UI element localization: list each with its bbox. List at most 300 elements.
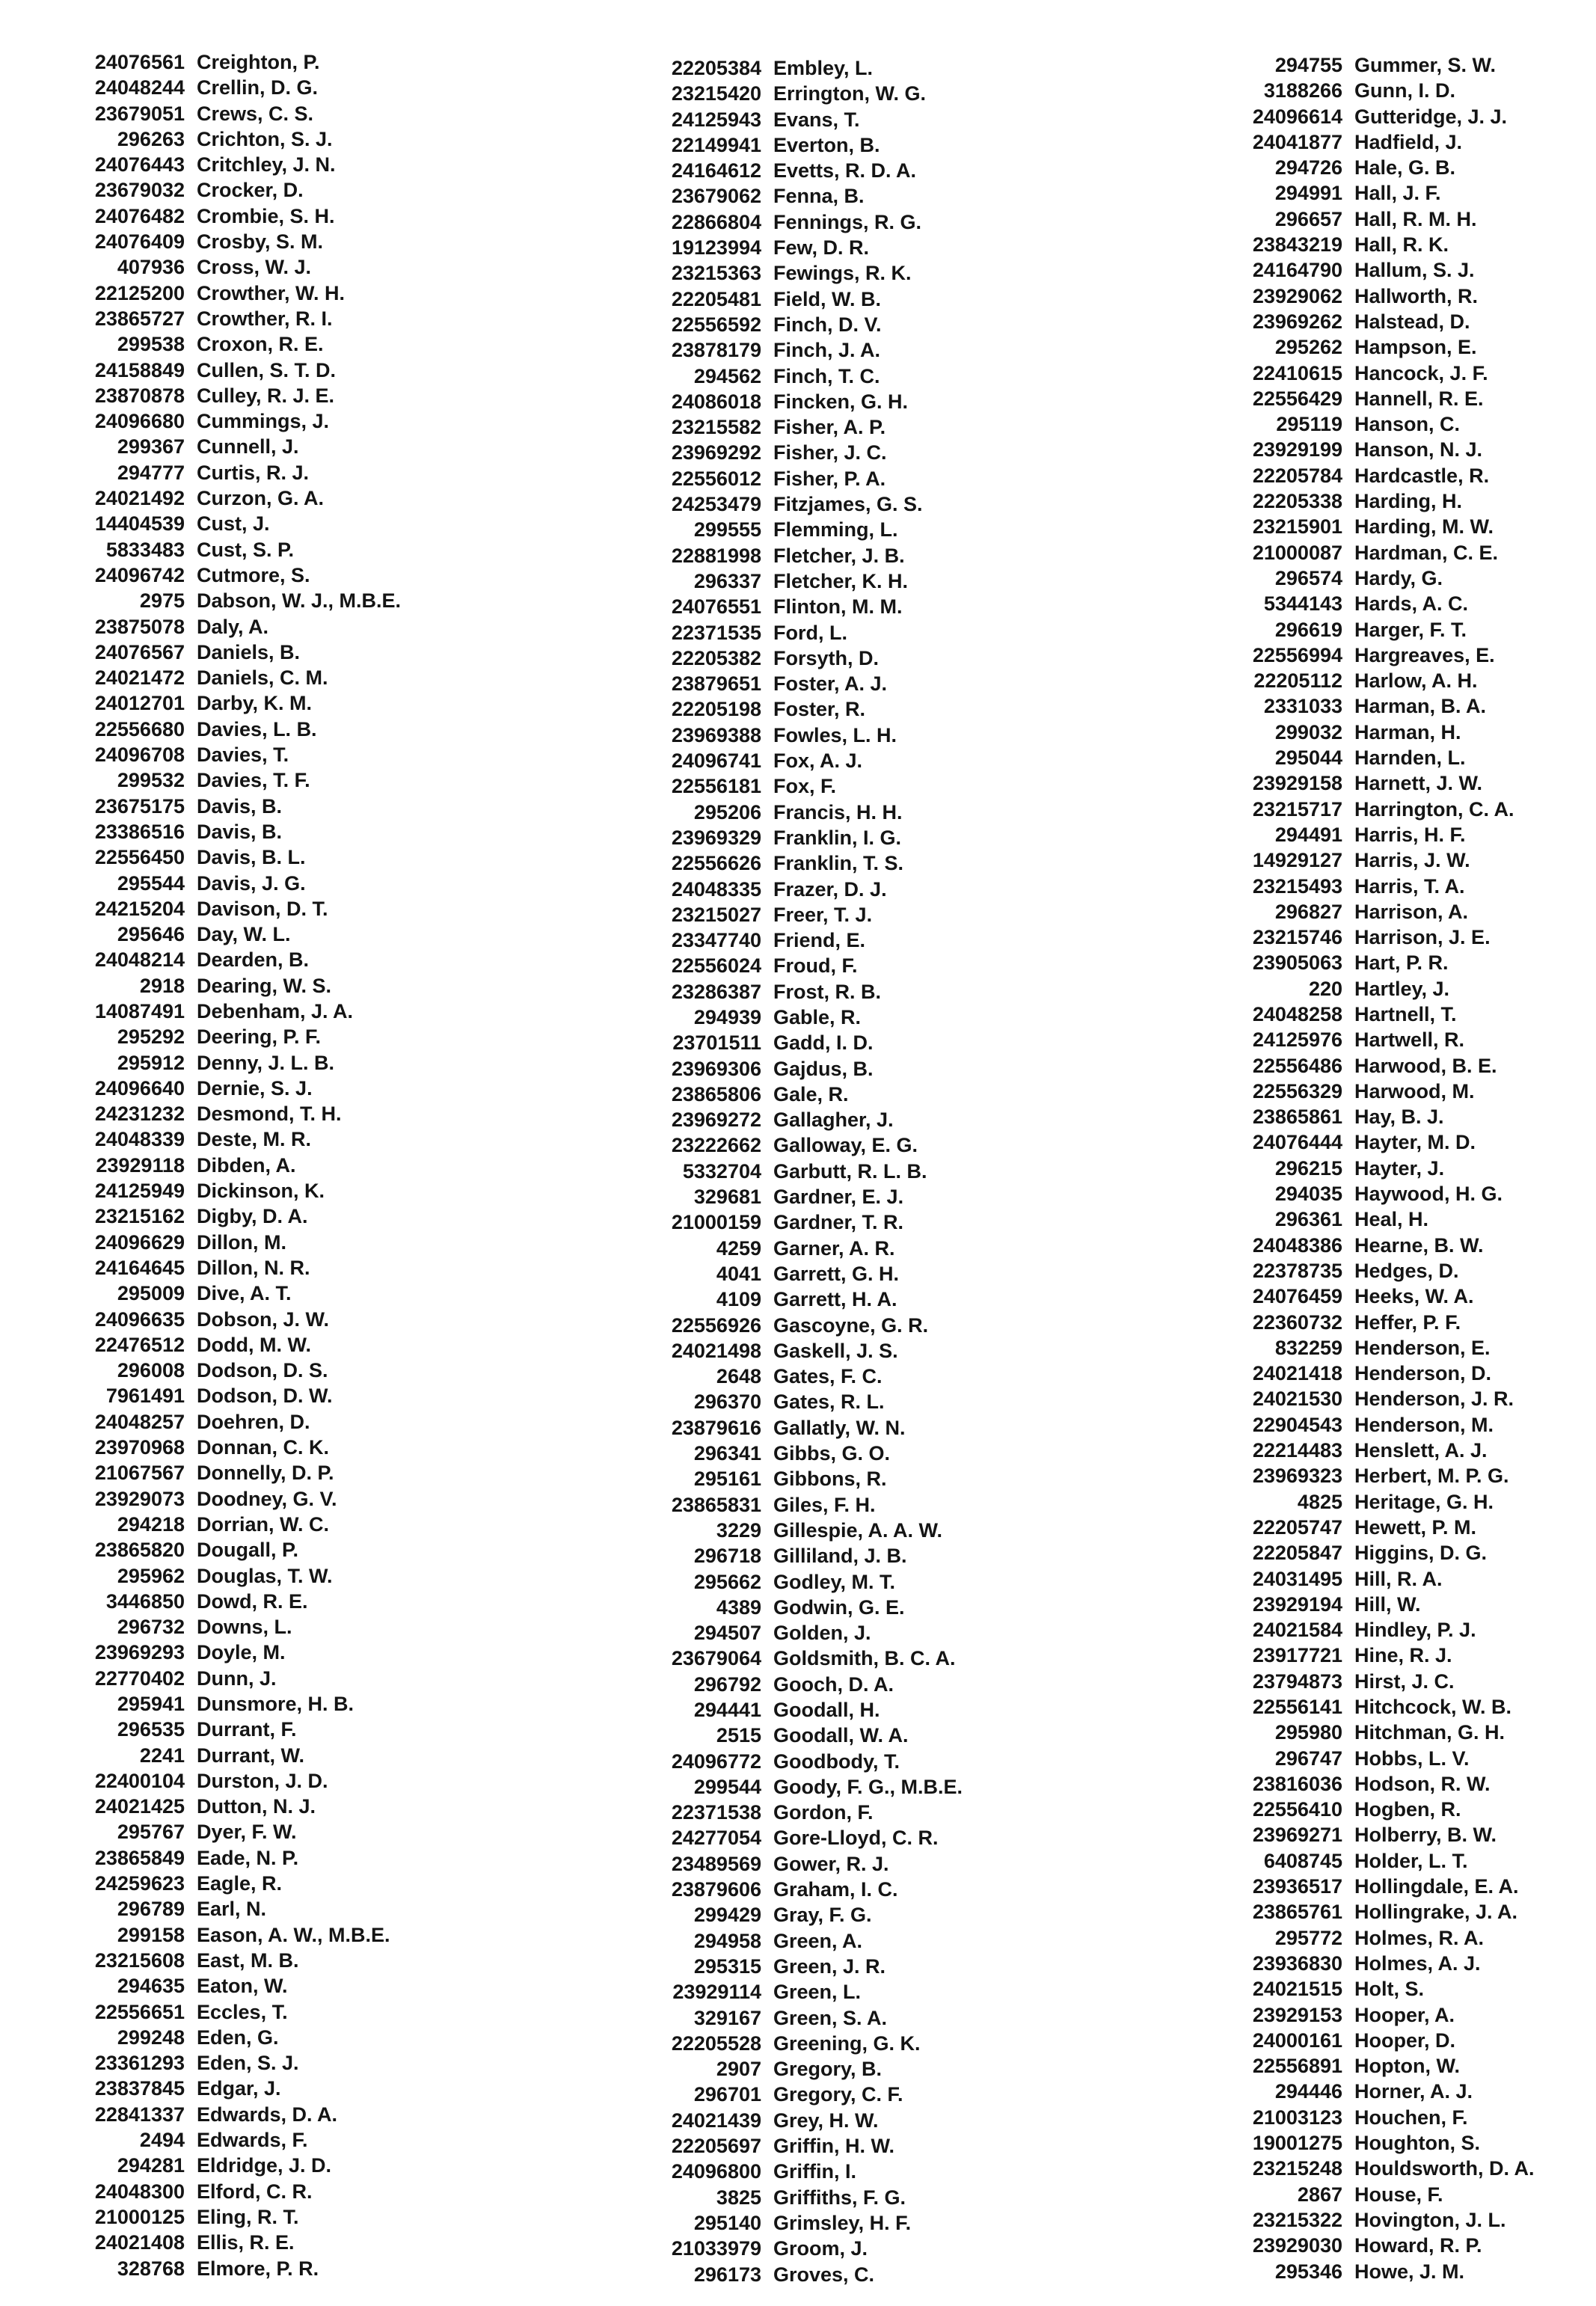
list-item	[643, 1184, 963, 1209]
service-number: 2494	[139, 2129, 185, 2152]
person-name: Goody, F. G., M.B.E.	[773, 1775, 963, 1798]
list-item	[643, 1749, 963, 1774]
person-name: Debenham, J. A.	[197, 999, 354, 1022]
list-item	[67, 152, 401, 177]
person-name: Deste, M. R.	[197, 1128, 312, 1151]
service-number: 24021418	[1252, 1362, 1342, 1385]
list-item	[643, 1107, 963, 1132]
list-item	[643, 2031, 963, 2056]
service-number: 24000161	[1252, 2029, 1342, 2052]
list-item	[643, 2108, 963, 2133]
person-name: Fincken, G. H.	[773, 390, 909, 413]
person-name: Eason, A. W., M.B.E.	[197, 1923, 390, 1946]
service-number: 220	[1308, 977, 1342, 1000]
person-name: Gallagher, J.	[773, 1108, 894, 1132]
list-item	[1227, 206, 1534, 232]
service-number: 23865806	[671, 1082, 761, 1106]
service-number: 23879651	[671, 672, 761, 696]
person-name: Heeks, W. A.	[1354, 1285, 1474, 1308]
list-item	[67, 511, 401, 536]
list-item	[67, 1871, 401, 1896]
person-name: Gillespie, A. A. W.	[773, 1518, 943, 1542]
list-item	[643, 1005, 963, 1030]
list-item	[67, 2179, 401, 2204]
person-name: Everton, B.	[773, 133, 880, 156]
list-item	[67, 896, 401, 922]
service-number: 23865820	[94, 1539, 185, 1562]
person-name: Hay, B. J.	[1354, 1106, 1444, 1129]
person-name: Godley, M. T.	[773, 1570, 896, 1593]
person-name: Hogben, R.	[1354, 1798, 1461, 1821]
person-name: Hardman, C. E.	[1354, 541, 1499, 564]
person-name: Dillon, N. R.	[197, 1256, 310, 1279]
service-number: 3229	[716, 1518, 761, 1542]
person-name: Curzon, G. A.	[197, 487, 324, 510]
person-name: Gooch, D. A.	[773, 1672, 894, 1696]
service-number: 299544	[693, 1775, 761, 1798]
person-name: Eccles, T.	[197, 2000, 288, 2023]
person-name: Hollingdale, E. A.	[1354, 1875, 1519, 1898]
person-name: Hardcastle, R.	[1354, 464, 1490, 487]
person-name: Gaskell, J. S.	[773, 1339, 898, 1362]
person-name: Gordon, F.	[773, 1801, 874, 1824]
service-number: 296718	[693, 1545, 761, 1568]
list-item	[1227, 797, 1534, 822]
person-name: Culley, R. J. E.	[197, 384, 335, 407]
list-item	[67, 665, 401, 690]
service-number: 24076459	[1252, 1285, 1342, 1308]
service-number: 24125949	[94, 1180, 185, 1203]
list-item	[1227, 2233, 1534, 2258]
list-item	[67, 1589, 401, 1614]
person-name: Garrett, H. A.	[773, 1288, 897, 1311]
list-item	[1227, 1284, 1534, 1309]
service-number: 23222662	[671, 1134, 761, 1157]
person-name: Harger, F. T.	[1354, 618, 1467, 641]
list-item	[643, 1313, 963, 1338]
service-number: 24048244	[94, 76, 185, 99]
service-number: 24096680	[94, 410, 185, 433]
service-number: 23865727	[94, 307, 185, 330]
service-number: 5833483	[105, 538, 185, 561]
list-item	[1227, 180, 1534, 206]
service-number: 296792	[693, 1672, 761, 1696]
person-name: Crellin, D. G.	[197, 76, 319, 99]
service-number: 24215204	[94, 897, 185, 920]
list-item	[1227, 2105, 1534, 2130]
service-number: 23837845	[94, 2077, 185, 2100]
person-name: Hollingrake, J. A.	[1354, 1901, 1518, 1924]
service-number: 24048257	[94, 1410, 185, 1433]
person-name: Howe, J. M.	[1354, 2260, 1465, 2283]
service-number: 23865761	[1252, 1901, 1342, 1924]
service-number: 22556141	[1252, 1696, 1342, 1718]
service-number: 296619	[1274, 618, 1342, 641]
service-number: 23215420	[671, 82, 761, 105]
person-name: Doodney, G. V.	[197, 1487, 337, 1510]
service-number: 23969388	[671, 723, 761, 746]
person-name: Dibden, A.	[197, 1153, 296, 1177]
list-item	[1227, 1822, 1534, 1847]
list-item	[67, 331, 401, 357]
person-name: Flinton, M. M.	[773, 595, 903, 619]
service-number: 22214483	[1252, 1439, 1342, 1462]
list-item	[1227, 2002, 1534, 2028]
person-name: Cunnell, J.	[197, 435, 299, 459]
service-number: 23794873	[1252, 1669, 1342, 1693]
person-name: Hancock, J. F.	[1354, 361, 1488, 384]
list-item	[67, 408, 401, 434]
list-item	[1227, 950, 1534, 975]
list-item	[643, 1082, 963, 1107]
service-number: 23215493	[1252, 874, 1342, 898]
person-name: Darby, K. M.	[197, 692, 313, 715]
person-name: Hindley, P. J.	[1354, 1619, 1476, 1642]
person-name: Fletcher, J. B.	[773, 544, 905, 567]
service-number: 23929158	[1252, 772, 1342, 795]
list-item	[1227, 1669, 1534, 1694]
person-name: Dobson, J. W.	[197, 1307, 330, 1331]
list-item	[643, 1543, 963, 1568]
service-number: 24031495	[1252, 1567, 1342, 1590]
service-number: 2918	[139, 974, 185, 997]
service-number: 4259	[716, 1236, 761, 1260]
service-number: 24048300	[94, 2180, 185, 2203]
service-number: 2867	[1297, 2183, 1342, 2206]
person-name: Dive, A. T.	[197, 1282, 292, 1305]
person-name: Goodall, H.	[773, 1699, 880, 1721]
list-item	[643, 491, 963, 517]
list-item	[1227, 1951, 1534, 1976]
list-item	[67, 2230, 401, 2255]
service-number: 23215746	[1252, 926, 1342, 949]
person-name: Creighton, P.	[197, 51, 320, 73]
person-name: Gable, R.	[773, 1005, 862, 1028]
person-name: Durrant, F.	[197, 1718, 297, 1741]
service-number: 21003123	[1252, 2106, 1342, 2129]
person-name: Griffin, I.	[773, 2160, 856, 2183]
list-item	[67, 1614, 401, 1640]
person-name: Goldsmith, B. C. A.	[773, 1647, 956, 1670]
list-item	[67, 1537, 401, 1563]
service-number: 296337	[693, 569, 761, 592]
service-number: 22556429	[1252, 387, 1342, 410]
list-item	[1227, 1104, 1534, 1129]
person-name: Gunn, I. D.	[1354, 79, 1455, 102]
person-name: Gates, R. L.	[773, 1390, 885, 1414]
service-number: 22205382	[671, 646, 761, 669]
person-name: Ellis, R. E.	[197, 2231, 295, 2254]
person-name: Embley, L.	[773, 57, 874, 79]
person-name: Horner, A. J.	[1354, 2080, 1473, 2103]
person-name: Harlow, A. H.	[1354, 669, 1478, 693]
service-number: 23489569	[671, 1852, 761, 1875]
list-item	[1227, 1310, 1534, 1335]
list-item	[1227, 1412, 1534, 1438]
service-number: 294562	[693, 364, 761, 387]
person-name: Fox, F.	[773, 775, 837, 798]
list-item	[643, 1236, 963, 1261]
person-name: Hartwell, R.	[1354, 1028, 1465, 1052]
service-number: 23679062	[671, 185, 761, 208]
list-item	[643, 1620, 963, 1646]
list-item	[1227, 822, 1534, 847]
list-item	[643, 1518, 963, 1543]
service-number: 22371535	[671, 621, 761, 644]
service-number: 296361	[1274, 1208, 1342, 1231]
list-item	[1227, 976, 1534, 1002]
service-number: 296732	[117, 1616, 185, 1639]
person-name: Fowles, L. H.	[773, 723, 897, 746]
list-item	[67, 229, 401, 254]
list-item	[67, 537, 401, 562]
list-item	[1227, 1899, 1534, 1925]
person-name: Harwood, B. E.	[1354, 1054, 1497, 1077]
person-name: Goodbody, T.	[773, 1750, 900, 1773]
list-item	[67, 1896, 401, 1922]
service-number: 295912	[117, 1051, 185, 1074]
service-number: 24076444	[1252, 1131, 1342, 1154]
service-number: 23679064	[671, 1647, 761, 1670]
service-number: 24021515	[1252, 1978, 1342, 2001]
service-number: 22556024	[671, 954, 761, 978]
list-item	[1227, 437, 1534, 462]
service-number: 24164645	[94, 1256, 185, 1279]
service-number: 22410615	[1252, 361, 1342, 384]
list-item	[643, 1364, 963, 1389]
list-item	[67, 640, 401, 665]
person-name: Eaton, W.	[197, 1975, 288, 1998]
service-number: 19123994	[671, 236, 761, 260]
service-number: 22476512	[94, 1333, 185, 1356]
service-number: 23215901	[1252, 515, 1342, 539]
person-name: Goodall, W. A.	[773, 1724, 909, 1747]
list-item	[643, 800, 963, 825]
service-number: 22841337	[94, 2103, 185, 2126]
list-item	[1227, 565, 1534, 591]
service-number: 23879606	[671, 1878, 761, 1901]
list-item	[67, 1203, 401, 1229]
person-name: Daly, A.	[197, 615, 269, 638]
person-name: Henderson, D.	[1354, 1362, 1492, 1385]
service-number: 22866804	[671, 210, 761, 233]
person-name: Flemming, L.	[773, 518, 898, 542]
person-name: Hine, R. J.	[1354, 1644, 1452, 1667]
person-name: Cust, S. P.	[197, 538, 295, 561]
list-item	[643, 1928, 963, 1954]
service-number: 2331033	[1263, 695, 1342, 718]
person-name: Hall, R. M. H.	[1354, 207, 1477, 230]
service-number: 22205112	[1253, 669, 1342, 693]
person-name: Ford, L.	[773, 621, 847, 644]
service-number: 294441	[693, 1699, 761, 1721]
person-name: Fisher, P. A.	[773, 467, 886, 490]
list-item	[643, 1800, 963, 1825]
service-number: 24012701	[94, 692, 185, 715]
person-name: Davis, B. L.	[197, 846, 306, 869]
list-item	[643, 260, 963, 286]
service-number: 24021584	[1252, 1619, 1342, 1642]
list-item	[1227, 720, 1534, 745]
person-name: Hall, J. F.	[1354, 182, 1441, 205]
service-number: 24231232	[94, 1103, 185, 1126]
service-number: 296215	[1274, 1156, 1342, 1180]
service-number: 294958	[693, 1929, 761, 1952]
person-name: Friend, E.	[773, 929, 866, 952]
service-number: 24164612	[671, 159, 761, 183]
person-name: Curtis, R. J.	[197, 461, 310, 484]
service-number: 24096708	[94, 743, 185, 767]
list-item	[67, 203, 401, 229]
list-item	[67, 2204, 401, 2230]
person-name: Crichton, S. J.	[197, 127, 333, 150]
service-number: 19001275	[1252, 2132, 1342, 2155]
person-name: Croxon, R. E.	[197, 333, 324, 356]
list-item	[643, 312, 963, 337]
service-number: 23701511	[672, 1031, 761, 1055]
person-name: Heffer, P. F.	[1354, 1310, 1461, 1334]
service-number: 23865831	[671, 1493, 761, 1516]
service-number: 24048214	[94, 948, 185, 972]
person-name: Elmore, P. R.	[197, 2257, 319, 2280]
list-item	[643, 1492, 963, 1518]
service-number: 4389	[716, 1595, 761, 1619]
service-number: 22125200	[94, 281, 185, 304]
service-number: 23879616	[671, 1416, 761, 1439]
service-number: 23215027	[671, 903, 761, 926]
service-number: 24125976	[1252, 1028, 1342, 1052]
service-number: 22378735	[1252, 1259, 1342, 1282]
service-number: 24277054	[671, 1827, 761, 1850]
person-name: Dunn, J.	[197, 1666, 277, 1690]
list-item	[67, 101, 401, 126]
person-name: Hill, R. A.	[1354, 1567, 1443, 1590]
list-item	[1227, 899, 1534, 924]
person-name: Hobbs, L. V.	[1354, 1747, 1470, 1770]
list-item	[1227, 1874, 1534, 1899]
list-item	[67, 973, 401, 999]
list-item	[1227, 386, 1534, 411]
person-name: Dougall, P.	[197, 1539, 299, 1562]
list-item	[1227, 1335, 1534, 1361]
service-number: 295044	[1274, 746, 1342, 770]
list-item	[643, 1825, 963, 1850]
person-name: Dernie, S. J.	[197, 1076, 313, 1100]
list-item	[643, 2133, 963, 2159]
service-number: 22556626	[671, 852, 761, 875]
person-name: Harris, J. W.	[1354, 849, 1470, 872]
list-item	[67, 1973, 401, 1999]
service-number: 22205847	[1252, 1542, 1342, 1565]
list-item	[643, 696, 963, 722]
service-number: 832259	[1274, 1336, 1342, 1359]
service-number: 299367	[117, 435, 185, 459]
person-name: Downs, L.	[197, 1616, 292, 1639]
list-item	[1227, 1079, 1534, 1104]
person-name: Edwards, F.	[197, 2129, 308, 2152]
list-item	[67, 2153, 401, 2178]
list-item	[67, 1050, 401, 1076]
list-item	[67, 947, 401, 972]
service-number: 24164790	[1252, 259, 1342, 282]
person-name: Gower, R. J.	[773, 1852, 889, 1875]
list-item	[643, 1954, 963, 1979]
person-name: Harman, B. A.	[1354, 695, 1487, 718]
list-item	[67, 794, 401, 819]
person-name: Gregory, B.	[773, 2058, 883, 2081]
list-item	[67, 1948, 401, 1973]
person-name: Herbert, M. P. G.	[1354, 1465, 1509, 1488]
service-number: 22371538	[671, 1801, 761, 1824]
list-item	[1227, 2028, 1534, 2053]
list-item	[643, 543, 963, 568]
list-item	[1227, 104, 1534, 129]
list-item	[1227, 1027, 1534, 1052]
list-item	[1227, 1771, 1534, 1797]
list-item	[643, 1441, 963, 1466]
service-number: 294991	[1274, 182, 1342, 205]
service-number: 14929127	[1252, 849, 1342, 872]
list-item	[1227, 1361, 1534, 1386]
list-item	[67, 742, 401, 767]
service-number: 22205528	[671, 2031, 761, 2055]
list-item	[1227, 693, 1534, 719]
list-item	[67, 2127, 401, 2153]
person-name: Davies, T.	[197, 743, 289, 767]
list-item	[1227, 924, 1534, 950]
list-item	[1227, 1258, 1534, 1284]
person-name: Freer, T. J.	[773, 903, 873, 926]
service-number: 24076567	[94, 640, 185, 663]
person-name: Cutmore, S.	[197, 563, 310, 586]
service-number: 23215248	[1252, 2157, 1342, 2180]
service-number: 299555	[693, 518, 761, 542]
service-number: 295962	[117, 1564, 185, 1587]
list-item	[643, 1159, 963, 1184]
person-name: Greening, G. K.	[773, 2031, 921, 2055]
person-name: Desmond, T. H.	[197, 1103, 342, 1126]
list-item	[1227, 2079, 1534, 2104]
list-item	[643, 81, 963, 106]
person-name: Green, A.	[773, 1929, 863, 1952]
list-item	[643, 1287, 963, 1312]
list-item	[1227, 361, 1534, 386]
service-number: 22556012	[671, 467, 761, 490]
person-name: Hovington, J. L.	[1354, 2208, 1506, 2231]
service-number: 22556329	[1252, 1079, 1342, 1103]
person-name: Dabson, W. J., M.B.E.	[197, 589, 402, 613]
list-item	[67, 1101, 401, 1126]
person-name: Hanson, C.	[1354, 413, 1461, 436]
service-number: 329167	[693, 2006, 761, 2029]
column-1	[67, 49, 401, 2281]
person-name: Dillon, M.	[197, 1230, 286, 1254]
list-item	[643, 364, 963, 389]
list-item	[643, 414, 963, 440]
list-item	[67, 819, 401, 844]
person-name: Dearing, W. S.	[197, 974, 332, 997]
list-item	[643, 1697, 963, 1723]
list-item	[643, 748, 963, 773]
list-item	[643, 1723, 963, 1748]
list-item	[1227, 2156, 1534, 2181]
person-name: Harman, H.	[1354, 720, 1461, 743]
service-number: 23347740	[671, 929, 761, 952]
list-item	[643, 1338, 963, 1364]
list-item	[67, 1486, 401, 1512]
person-name: Gale, R.	[773, 1082, 849, 1106]
list-item	[67, 1255, 401, 1281]
